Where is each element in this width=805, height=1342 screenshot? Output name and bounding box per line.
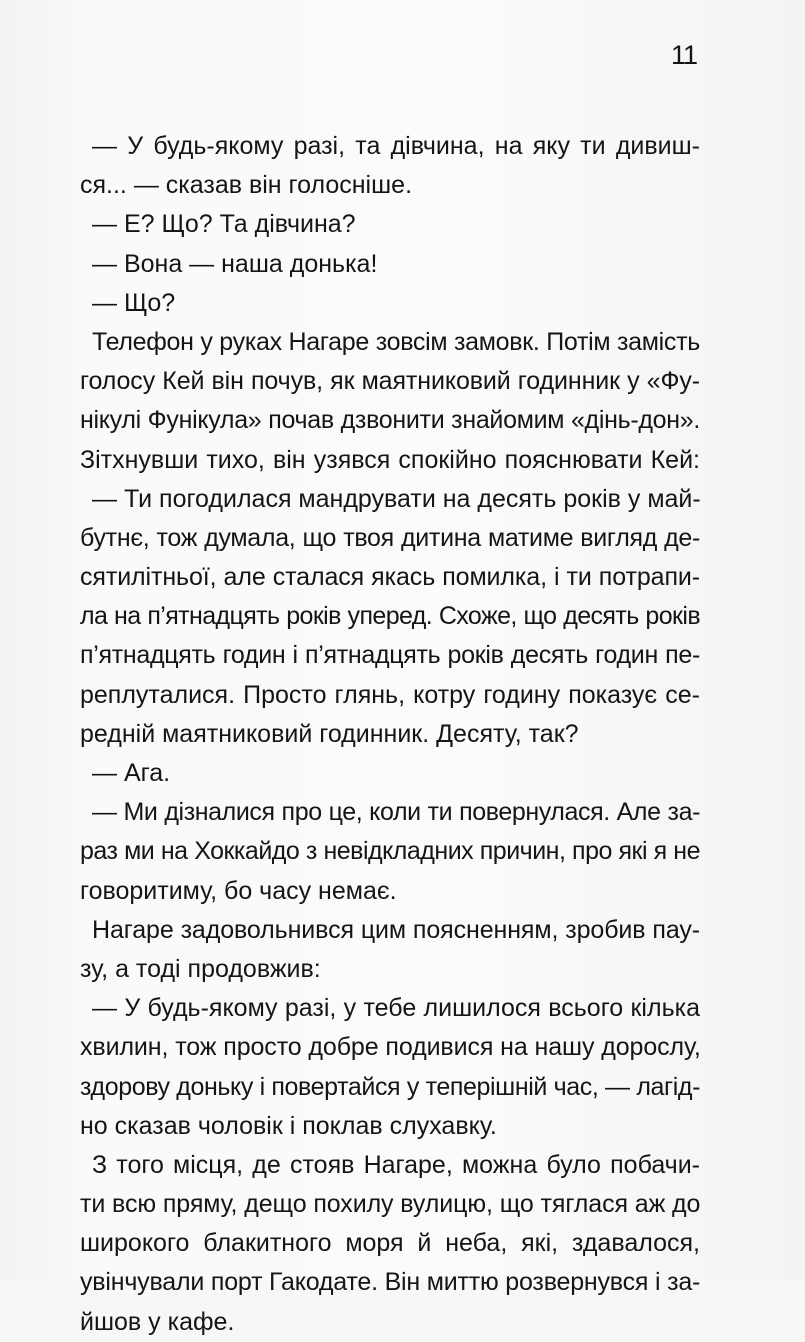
- text-line: раз ми на Хоккайдо з невідкладних причин, про які я не: [80, 837, 700, 866]
- text-line: — Ага.: [92, 759, 171, 787]
- text-line: З того місця, де стояв Нагаре, можна було побачи-: [92, 1150, 700, 1179]
- text-line: Зітхнувши тихо, він узявся спокійно пояснювати Кей:: [80, 445, 700, 474]
- text-line: зу, а тоді продовжив:: [80, 954, 321, 983]
- text-line: — У будь-якому разі, у тебе лишилося всього кілька: [92, 994, 700, 1023]
- text-line: увінчували порт Гакодате. Він миттю розвернувся і за-: [80, 1268, 701, 1297]
- text-line: редній маятниковий годинник. Десяту, так?: [80, 719, 579, 748]
- text-line: йшов у кафе.: [80, 1307, 235, 1336]
- page-number: 11: [670, 40, 697, 70]
- text-line: хвилин, тож просто добре подивися на нашу дорослу,: [80, 1033, 701, 1062]
- text-line: бутнє, тож думала, що твоя дитина матиме вигляд де-: [80, 523, 700, 552]
- text-line: п’ятнадцять годин і п’ятнадцять років десять годин пе-: [80, 641, 700, 670]
- text-line: — Вона — наша донька!: [92, 249, 378, 278]
- text-line: — Що?: [92, 288, 176, 317]
- text-line: ла на п’ятнадцять років уперед. Схоже, що десять років: [80, 602, 700, 631]
- text-line: голосу Кей він почув, як маятниковий годинник у «Фу-: [80, 367, 700, 396]
- text-line: нікулі Фунікула» почав дзвонити знайомим «дінь-дон».: [80, 406, 700, 435]
- text-line: Телефон у руках Нагаре зовсім замовк. Потім замість: [92, 327, 700, 356]
- text-line: но сказав чоловік і поклав слухавку.: [80, 1111, 497, 1140]
- text-line: Нагаре задовольнився цим поясненням, зробив пау-: [92, 915, 700, 944]
- text-line: — Ти погодилася мандрувати на десять років у май-: [92, 484, 701, 513]
- text-line: сятилітньої, але сталася якась помилка, і ти потрапи-: [80, 563, 700, 592]
- body-text: [80, 127, 700, 1342]
- text-line: — Е? Що? Та дівчина?: [92, 210, 356, 239]
- text-line: ся... — сказав він голосніше.: [80, 171, 413, 200]
- text-line: реплуталися. Просто глянь, котру годину показує се-: [80, 680, 700, 709]
- text-line: здорову доньку і повертайся у теперішній час, — лагід-: [80, 1072, 700, 1101]
- text-line: широкого блакитного моря й неба, які, здавалося,: [80, 1229, 700, 1258]
- text-line: говоритиму, бо часу немає.: [80, 876, 397, 905]
- text-line: — У будь-якому разі, та дівчина, на яку ти дивиш-: [92, 132, 700, 160]
- text-line: ти всю пряму, дещо похилу вулицю, що тяглася аж до: [80, 1190, 701, 1219]
- text-line: — Ми дізналися про це, коли ти повернулася. Але за-: [92, 798, 700, 827]
